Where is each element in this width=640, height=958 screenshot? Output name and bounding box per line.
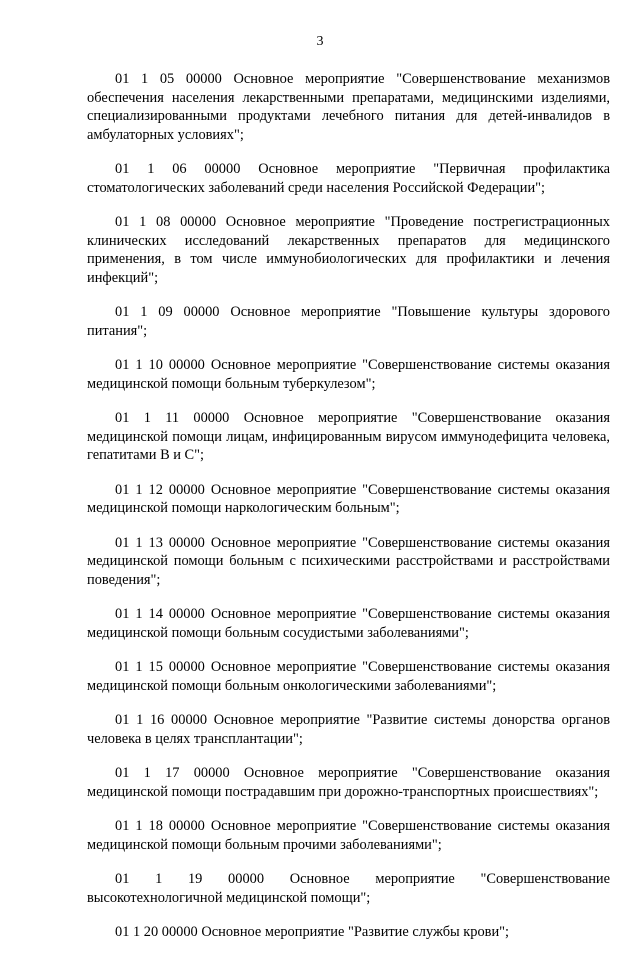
- paragraph-01-1-13: 01 1 13 00000 Основное мероприятие "Совершенствование системы оказания медицинской помощи больным с психическими расстройствами и расстройствами поведения";: [87, 534, 610, 588]
- paragraph-01-1-09: 01 1 09 00000 Основное мероприятие "Повышение культуры здорового питания";: [87, 304, 610, 339]
- paragraph-01-1-10: 01 1 10 00000 Основное мероприятие "Совершенствование системы оказания медицинской помощи больным туберкулезом";: [87, 357, 610, 392]
- paragraph-01-1-06: 01 1 06 00000 Основное мероприятие "Первичная профилактика стоматологических заболеваний среди населения Российской Федерации";: [87, 161, 610, 196]
- paragraph-01-1-14: 01 1 14 00000 Основное мероприятие "Совершенствование системы оказания медицинской помощи больным сосудистыми заболеваниями";: [87, 606, 610, 641]
- document-body: [87, 70, 610, 958]
- page-number: 3: [316, 34, 324, 49]
- paragraph-01-1-12: 01 1 12 00000 Основное мероприятие "Совершенствование системы оказания медицинской помощи наркологическим больным";: [87, 481, 610, 516]
- paragraph-01-1-05: 01 1 05 00000 Основное мероприятие "Совершенствование механизмов обеспечения населения лекарственными препаратами, медицинскими изделиями, специализированными продуктами лечебного питания для детей-инвалидов в амбулаторных условиях";: [87, 71, 610, 143]
- paragraph-01-1-16: 01 1 16 00000 Основное мероприятие "Развитие системы донорства органов человека в целях трансплантации";: [87, 712, 610, 747]
- paragraph-01-1-11: 01 1 11 00000 Основное мероприятие "Совершенствование оказания медицинской помощи лицам, инфицированным вирусом иммунодефицита человека, гепатитами B и C";: [87, 410, 610, 463]
- paragraph-01-1-20: 01 1 20 00000 Основное мероприятие "Развитие службы крови";: [115, 924, 510, 940]
- paragraph-01-1-18: 01 1 18 00000 Основное мероприятие "Совершенствование системы оказания медицинской помощи больным прочими заболеваниями";: [87, 818, 610, 853]
- paragraph-01-1-08: 01 1 08 00000 Основное мероприятие "Проведение пострегистрационных клинических исследований лекарственных препаратов для медицинского применения, в том числе иммунобиологических для профилактики и лечения инфекций";: [87, 214, 610, 286]
- paragraph-01-1-19: 01 1 19 00000 Основное мероприятие "Совершенствование высокотехнологичной медицинской помощи";: [87, 871, 610, 906]
- paragraph-01-1-15: 01 1 15 00000 Основное мероприятие "Совершенствование системы оказания медицинской помощи больным онкологическими заболеваниями";: [87, 659, 610, 694]
- paragraph-01-1-17: 01 1 17 00000 Основное мероприятие "Совершенствование оказания медицинской помощи пострадавшим при дорожно-транспортных происшествиях";: [87, 765, 610, 800]
